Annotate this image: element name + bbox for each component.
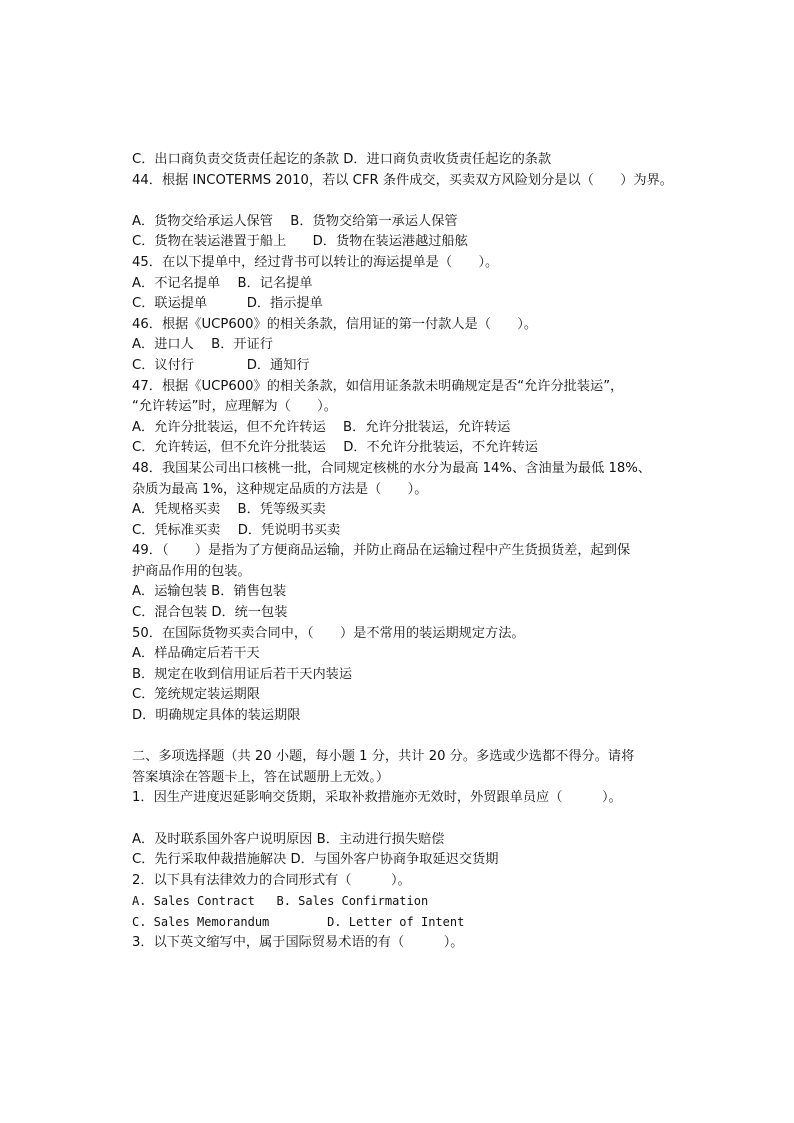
text-line: C．联运提单 D．指示提单 (132, 296, 323, 312)
text-line: 1．因生产进度迟延影响交货期，采取补救措施亦无效时，外贸跟单员应（ ）。 (132, 790, 622, 806)
text-line: A. Sales Contract B. Sales Confirmation (132, 894, 429, 909)
text-line: “允许转运”时，应理解为（ ）。 (132, 399, 337, 415)
text-line: C．议付行 D．通知行 (132, 357, 310, 373)
block-d (132, 830, 672, 892)
text-line: B．规定在收到信用证后若干天内装运 (132, 666, 353, 682)
text-line: A．凭规格买卖 B．凭等级买卖 (132, 502, 326, 518)
text-line: 3．以下英文缩写中，属于国际贸易术语的有（ ）。 (132, 934, 464, 950)
text-line: D．明确规定具体的装运期限 (132, 708, 301, 724)
text-line: 护商品作用的包装。 (132, 563, 251, 579)
text-line: 49．（ ）是指为了方便商品运输，并防止商品在运输过程中产生货损货差，起到保 (132, 543, 631, 559)
text-line: 杂质为最高 1%，这种规定品质的方法是（ ）。 (132, 481, 428, 497)
block-a (132, 150, 672, 191)
text-line: C. Sales Memorandum D. Letter of Intent (132, 914, 465, 929)
text-line: C．笼统规定装运期限 (132, 687, 260, 703)
block-c (132, 747, 672, 809)
text-line: 二、多项选择题（共 20 小题，每小题 1 分，共计 20 分。多选或少选都不得分。请将 (132, 749, 635, 765)
block-e (132, 933, 672, 954)
blank-line (132, 809, 672, 830)
text-line: A．进口人 B．开证行 (132, 337, 273, 353)
text-line: A．货物交给承运人保管 B．货物交给第一承运人保管 (132, 213, 458, 229)
text-line: C．凭标准买卖 D．凭说明书买卖 (132, 522, 341, 538)
text-line: 44．根据 INCOTERMS 2010，若以 CFR 条件成交，买卖双方风险划分是以（ ）为界。 (132, 172, 673, 188)
block-english (132, 891, 672, 932)
text-line: A．运输包装 B．销售包装 (132, 584, 287, 600)
text-line: C．混合包装 D．统一包装 (132, 605, 288, 621)
text-line: C．出口商负责交货责任起讫的条款 D．进口商负责收货责任起讫的条款 (132, 152, 552, 167)
text-line: A．允许分批装运，但不允许转运 B．允许分批装运，允许转运 (132, 419, 511, 435)
text-line: A．不记名提单 B．记名提单 (132, 275, 313, 291)
text-line: C．货物在装运港置于船上 D．货物在装运港越过船舷 (132, 234, 468, 250)
text-line: 50．在国际货物买卖合同中，（ ）是不常用的装运期规定方法。 (132, 625, 525, 641)
text-line: 46．根据《UCP600》的相关条款，信用证的第一付款人是（ ）。 (132, 316, 538, 332)
block-b (132, 212, 672, 727)
blank-line (132, 727, 672, 748)
text-line: 47．根据《UCP600》的相关条款，如信用证条款未明确规定是否“允许分批装运”， (132, 378, 624, 394)
text-line: 48．我国某公司出口核桃一批，合同规定核桃的水分为最高 14%、含油量为最低 18%、 (132, 460, 651, 476)
text-line: C．先行采取仲裁措施解决 D．与国外客户协商争取延迟交货期 (132, 852, 499, 868)
text-line: 2．以下具有法律效力的合同形式有（ ）。 (132, 872, 411, 888)
text-line: 答案填涂在答题卡上，答在试题册上无效。） (132, 769, 390, 785)
text-line: 45．在以下提单中，经过背书可以转让的海运提单是（ ）。 (132, 254, 499, 270)
text-line: C．允许转运，但不允许分批装运 D．不允许分批装运，不允许转运 (132, 440, 538, 456)
text-line: A．及时联系国外客户说明原因 B．主动进行损失赔偿 (132, 831, 445, 847)
text-line: A．样品确定后若干天 (132, 646, 260, 662)
exam-page (132, 150, 672, 953)
blank-line (132, 191, 672, 212)
